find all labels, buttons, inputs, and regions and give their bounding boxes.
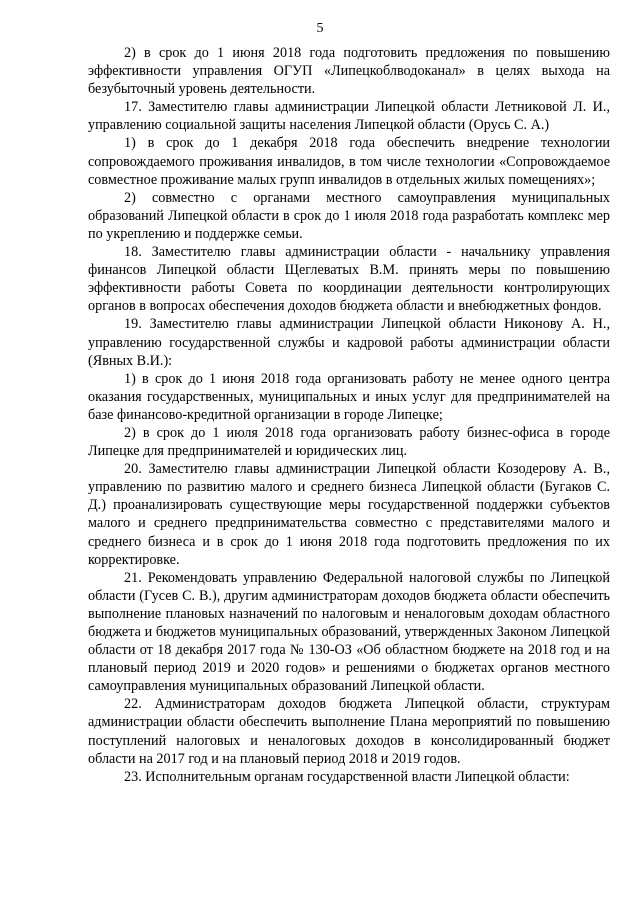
paragraph-23: 23. Исполнительным органам государственной власти Липецкой области: [124, 768, 570, 785]
paragraph-17-item-1: 1) в срок до 1 декабря 2018 года обеспечить внедрение технологии сопровождаемого проживания инвалидов, в том числе технологии «Сопровождаемое совместное проживание малых групп инвалидов в отдельных жилых помещениях»; [88, 135, 610, 188]
paragraph-19-item-1: 1) в срок до 1 июня 2018 года организовать работу не менее одного центра оказания государственных, муниципальных и иных услуг для предпринимателей на базе финансово-кредитной организации в городе Липецке; [88, 370, 610, 423]
paragraph-22: 22. Администраторам доходов бюджета Липецкой области, структурам администрации области обеспечить выполнение Плана мероприятий по повышению поступлений налоговых и неналоговых доходов в консолидированный бюджет области на 2017 год и на плановый период 2018 и 2019 годов. [88, 696, 610, 767]
paragraph-19-item-2: 2) в срок до 1 июля 2018 года организовать работу бизнес-офиса в городе Липецке для предпринимателей и юридических лиц. [88, 424, 610, 460]
paragraph-21: 21. Рекомендовать управлению Федеральной налоговой службы по Липецкой области (Гусев С. В.), другим администраторам доходов бюджета области обеспечить выполнение плановых назначений по налоговым и неналоговым доходам областного бюджета и бюджетов муниципальных образований, утвержденных Законом Липецкой области от 18 декабря 2017 года № 130-ОЗ «Об областном бюджете на 2018 год и на плановый период 2019 и 2020 годов» и решениями о бюджетах органов местного самоуправления муниципальных образований Липецкой области. [88, 569, 610, 695]
page-number: 5 [316, 21, 324, 36]
paragraph-19: 19. Заместителю главы администрации Липецкой области Никонову А. Н., управлению государственной службы и кадровой работы администрации области (Явных В.И.): [88, 316, 610, 369]
paragraph-17-item-2: 2) совместно с органами местного самоуправления муниципальных образований Липецкой области в срок до 1 июля 2018 года разработать комплекс мер по укреплению и поддержке семьи. [88, 189, 610, 242]
paragraph-20: 20. Заместителю главы администрации Липецкой области Козодерову А. В., управлению по развитию малого и среднего бизнеса Липецкой области (Бугаков С. Д.) проанализировать существующие меры государственной поддержки субъектов малого и среднего предпринимательства совместно с представителями малого и среднего бизнеса и в срок до 1 июня 2018 года подготовить предложения по их корректировке. [88, 461, 610, 568]
paragraph-18: 18. Заместителю главы администрации области - начальнику управления финансов Липецкой области Щеглеватых В.М. принять меры по повышению эффективности работы Совета по координации деятельности контролирующих органов в вопросах обеспечения доходов бюджета области и внебюджетных фондов. [88, 244, 610, 315]
paragraph-16-item-2: 2) в срок до 1 июня 2018 года подготовить предложения по повышению эффективности управления ОГУП «Липецкоблводоканал» в целях выхода на безубыточный уровень деятельности. [88, 45, 610, 98]
document-body [88, 44, 610, 786]
paragraph-17: 17. Заместителю главы администрации Липецкой области Летниковой Л. И., управлению социальной защиты населения Липецкой области (Орусь С. А.) [88, 99, 610, 134]
